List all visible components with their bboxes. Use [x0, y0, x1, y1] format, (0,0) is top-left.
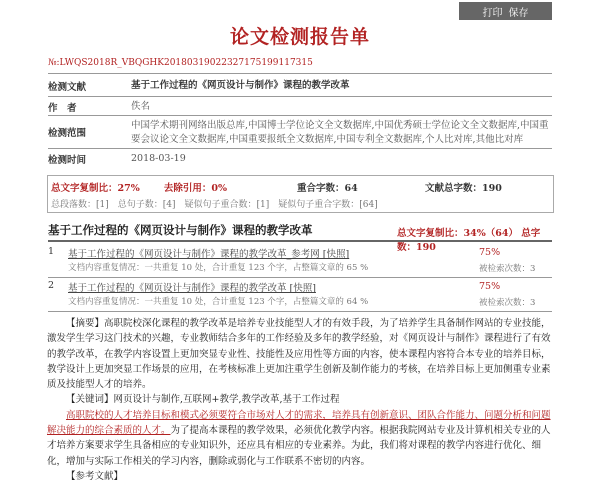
info-row-doc [48, 79, 552, 95]
print-button[interactable]: 打印 [482, 7, 503, 19]
divider [48, 240, 552, 242]
summary-box [47, 175, 554, 213]
match-link[interactable]: 基于工作过程的《网页设计与制作》课程的教学改革_参考网 [快照] [68, 249, 350, 260]
match-detail: 文档内容重复情况：一共重复 10 处，合计重复 123 个字，占整篇文章的 64 % [68, 297, 369, 307]
content-text: 为了提高本课程的教学效果，必须优化教学内容。根据我院网站专业及计算机相关专业的人才培养方案要求学生具备相应的专业知识外，还应具有相应的专业素养。为此，我们将对课程的教学内容进行优化、细化，增加与实际工作相关的学习内容，删除或弱化与工作联系不密切的内容。 [47, 425, 551, 467]
report-number: №:LWQS2018R_VBQGHK20180319022327175199117315 [48, 58, 313, 68]
match-cite: 被检索次数：3 [479, 298, 536, 308]
info-row-scope [48, 119, 552, 149]
keywords-paragraph: 【关键词】网页设计与制作,互联网+教学,教学改革,基于工作过程 [66, 394, 340, 406]
abstract-paragraph: 【摘要】高职院校深化课程的教学改革是培养专业技能型人才的有效手段，为了培养学生具备制作网站的专业技能，激发学生学习这门技术的兴趣，专业教师结合多年的工作经验及多年的教学经验，对《网页设计与制作》课程进行了有效的教学改革，在教学内容设置上更加突显专业性、技能性及应用性等方面的内容，使本课程内容符合本专业的培养目标，教学设计上更加突显工作场景的应用，在考核标准上更加注重学生创新及制作能力的考核，在培养目标上更加侧重专业素质及技能型人才的培养。 [47, 318, 551, 391]
references-heading: 【参考文献】 [66, 470, 124, 482]
divider [48, 277, 552, 278]
toolbar [459, 2, 552, 20]
match-detail: 文档内容重复情况：一共重复 10 处，合计重复 123 个字，占整篇文章的 65 % [68, 263, 369, 273]
match-item [48, 246, 552, 276]
info-value-doc: 基于工作过程的《网页设计与制作》课程的教学改革 [131, 80, 350, 91]
match-cite: 被检索次数：3 [479, 264, 536, 274]
divider [48, 148, 552, 149]
info-key: 检测文献 [48, 82, 87, 93]
divider [48, 96, 552, 97]
info-value-scope: 中国学术期刊网络出版总库,中国博士学位论文全文数据库,中国优秀硕士学位论文全文数据库,中国重要会议论文全文数据库,中国重要报纸全文数据库,中国专利全文数据库,个人比对库,其他比对库 [131, 120, 549, 145]
divider [48, 311, 552, 312]
info-row-author [48, 100, 552, 116]
matched-sentence: 高职院校的人才培养目标和模式必须要符合市场对人才的需求，培养具有创新意识、团队合作能力、问题分析和问题解决能力的综合素质的人才。 [47, 409, 551, 437]
divider [48, 73, 552, 74]
excl-ref-label: 去除引用： [163, 183, 212, 194]
summary-line-2: 总段落数：[1] 总句子数：[4] 疑似句子重合数：[1] 疑似句子重合字数：[64] [51, 200, 378, 210]
divider [48, 115, 552, 116]
info-row-time [48, 152, 552, 168]
info-value-time: 2018-03-19 [131, 153, 186, 164]
match-link[interactable]: 基于工作过程的《网页设计与制作》课程的教学改革 [快照] [68, 283, 316, 294]
paper-title: 基于工作过程的《网页设计与制作》课程的教学改革 [48, 223, 313, 237]
match-pct: 75% [479, 281, 501, 292]
total-copy-label: 总文字复制比： [51, 183, 118, 194]
info-key: 作 者 [48, 103, 77, 114]
match-item [48, 280, 552, 310]
total-chars: 文献总字数：190 [425, 183, 502, 194]
total-copy-value: 27% [117, 183, 140, 194]
repeat-chars: 重合字数：64 [297, 183, 358, 194]
match-num: 2 [48, 280, 55, 291]
summary-line-1 [51, 180, 502, 194]
excl-ref-value: 0% [211, 183, 227, 194]
save-button[interactable]: 保存 [508, 7, 529, 19]
match-pct: 75% [479, 247, 501, 258]
info-key: 检测范围 [48, 128, 87, 139]
document-body [47, 316, 552, 484]
report-title: 论文检测报告单 [229, 26, 370, 48]
info-value-author: 佚名 [131, 101, 151, 112]
info-key: 检测时间 [48, 155, 87, 166]
content-paragraph [47, 408, 552, 469]
paper-stats: 总文字复制比：34%（64） 总字数：190 [397, 228, 541, 253]
match-num: 1 [48, 246, 55, 257]
